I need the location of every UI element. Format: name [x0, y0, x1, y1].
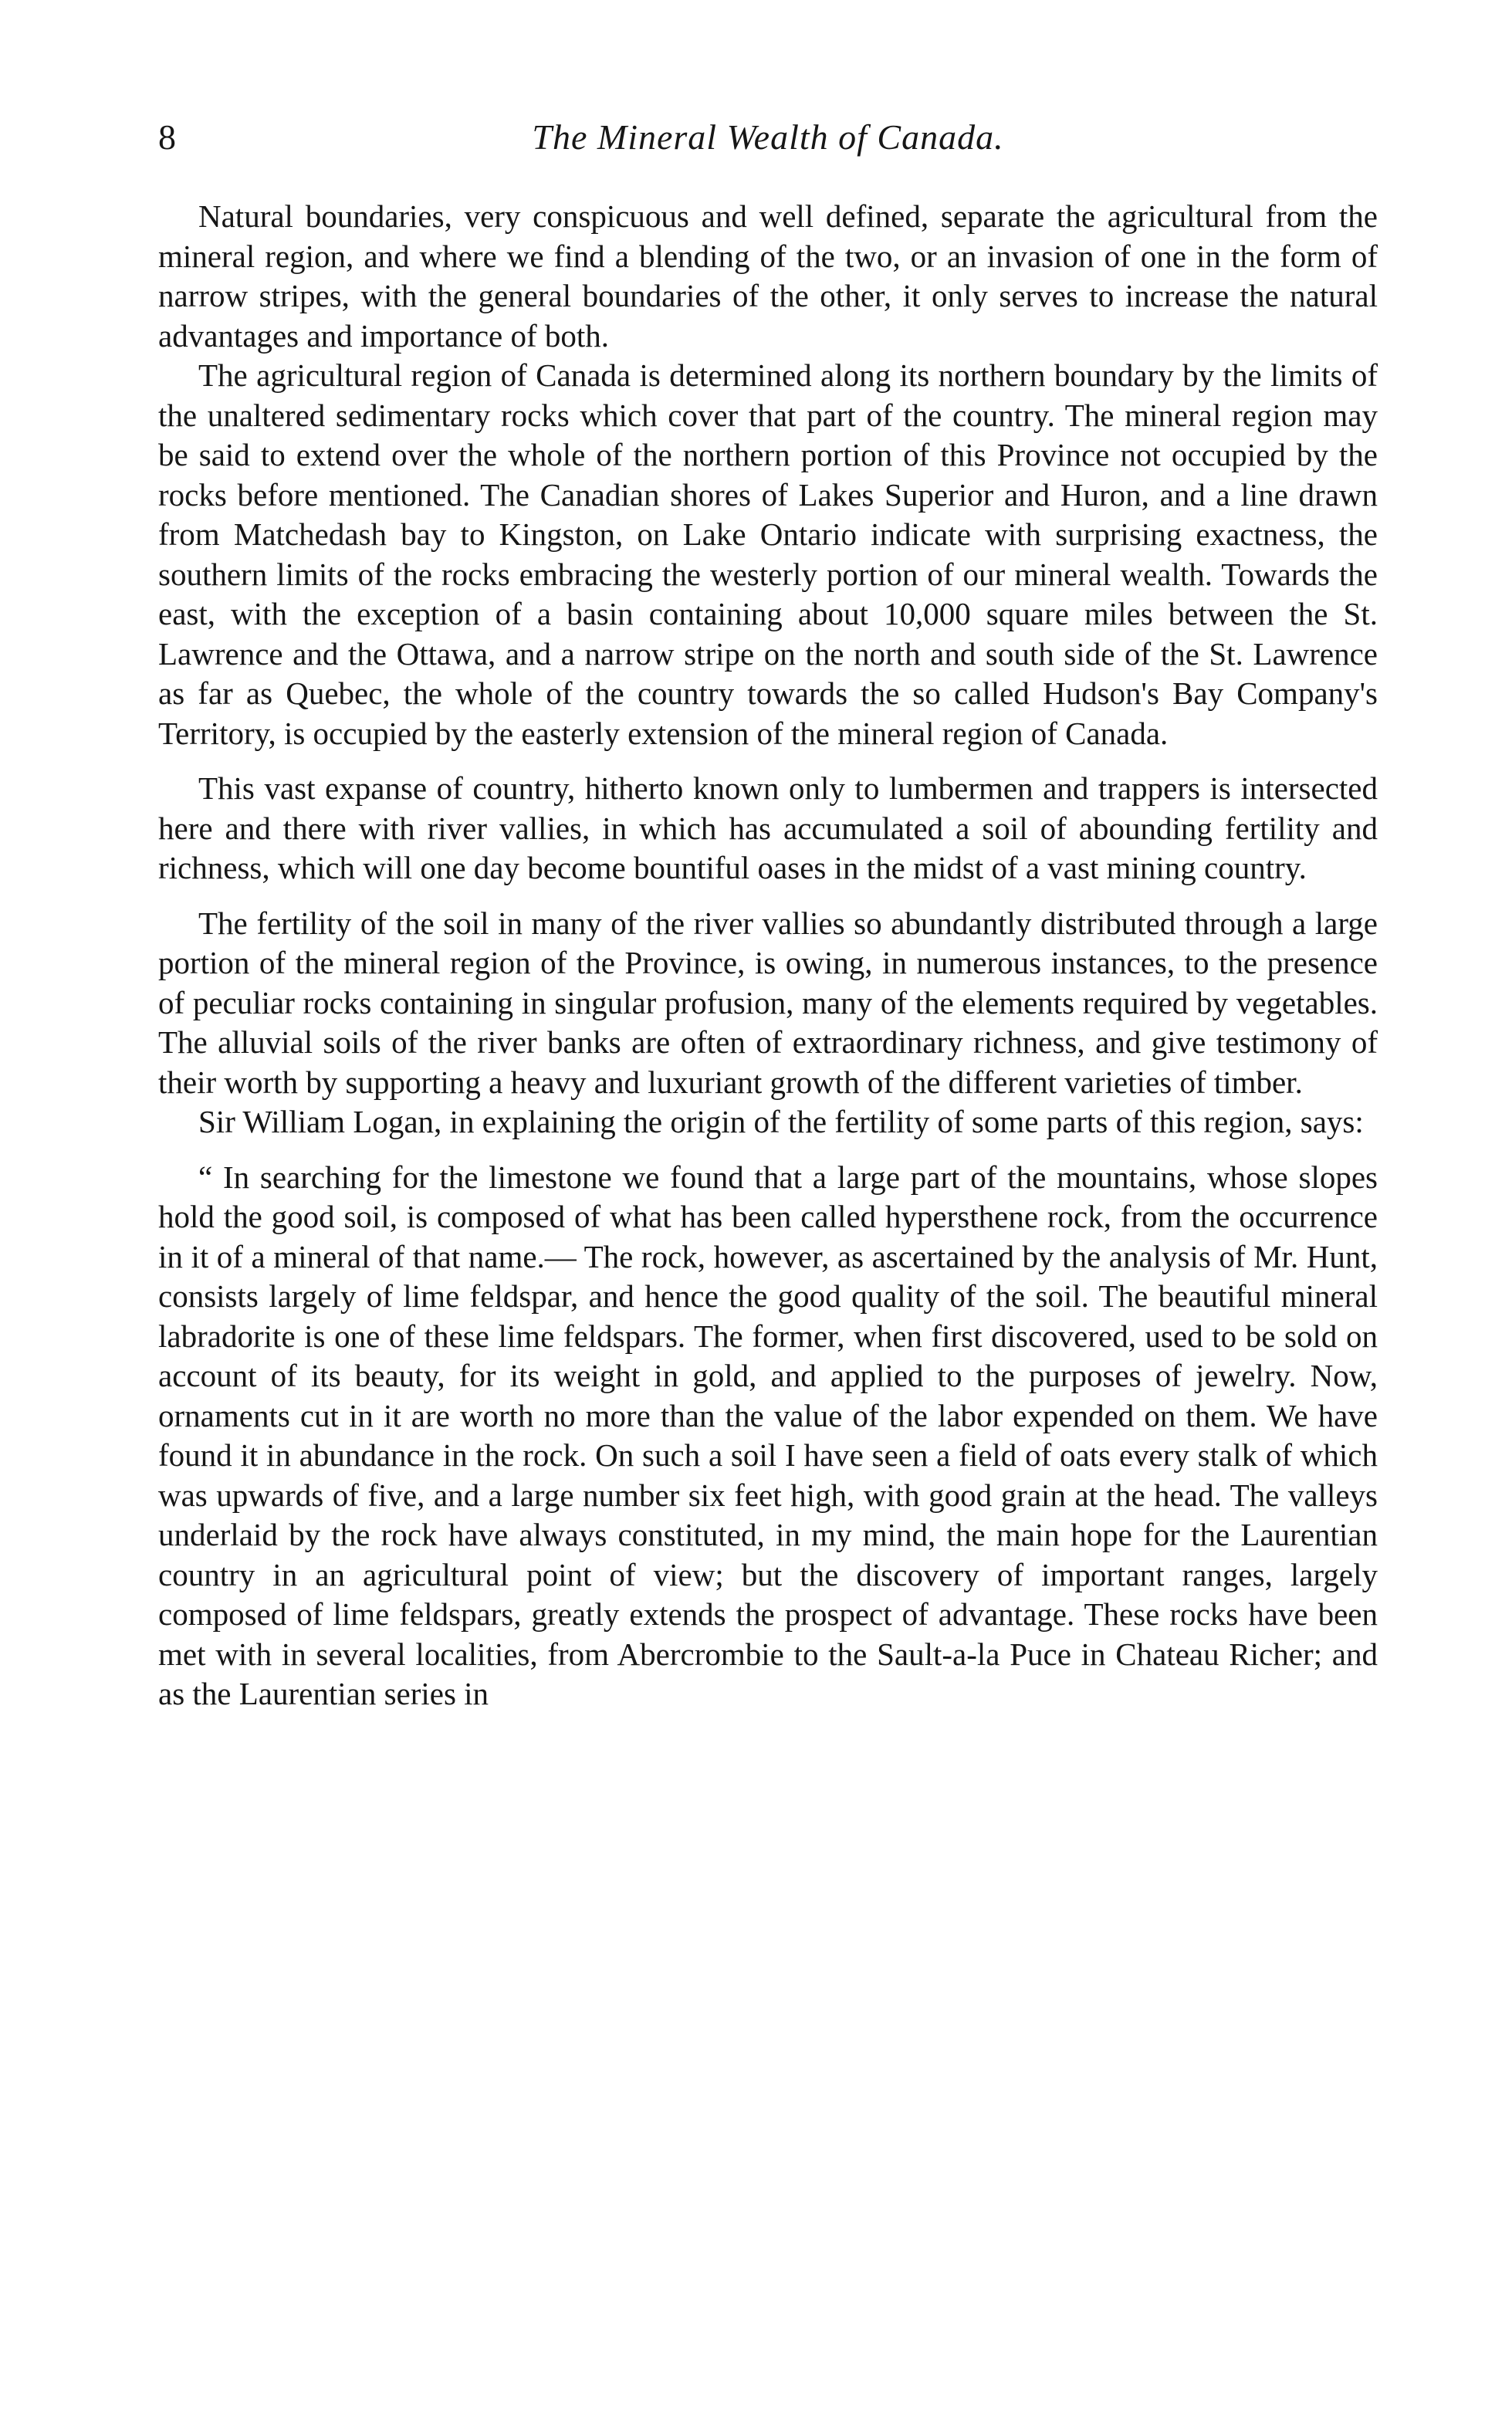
body-text: [158, 197, 1378, 1714]
paragraph-boundaries: Natural boundaries, very conspicuous and well defined, separate the agricultural from the mineral region, and where we find a blending of the two, or an invasion of one in the form of narrow stripes, with the general boundaries of the other, it only serves to increase the natural advantages and importance of both.: [158, 198, 1378, 354]
page-header: [158, 114, 1378, 176]
paragraph-logan-intro: Sir William Logan, in explaining the origin of the fertility of some parts of this region, says:: [198, 1104, 1364, 1139]
paragraph-logan-quote: “ In searching for the limestone we found that a large part of the mountains, whose slopes hold the good soil, is composed of what has been called hypersthene rock, from the occurrence in it of a mineral of that name.— The rock, however, as ascertained by the analysis of Mr. Hunt, consists largely of lime feldspar, and hence the good quality of the soil. The beautiful mineral labradorite is one of these lime feldspars. The former, when first discovered, used to be sold on account of its beauty, for its weight in gold, and applied to the purposes of jewelry. Now, ornaments cut in it are worth no more than the value of the labor expended on them. We have found it in abundance in the rock. On such a soil I have seen a field of oats every stalk of which was upwards of five, and a large number six feet high, with good grain at the head. The valleys underlaid by the rock have always constituted, in my mind, the main hope for the Laurentian country in an agricultural point of view; but the discovery of important ranges, largely composed of lime feldspars, greatly extends the prospect of advantage. These rocks have been met with in several localities, from Abercrombie to the Sault-a-la Puce in Chateau Richer; and as the Laurentian series in: [158, 1159, 1378, 1711]
page-number: 8: [158, 117, 176, 157]
paragraph-fertility: The fertility of the soil in many of the river vallies so abundantly distributed through a large portion of the mineral region of the Province, is owing, in numerous instances, to the presence of peculiar rocks containing in singular profusion, many of the elements required by vegetables. The alluvial soils of the river banks are often of extraordinary richness, and give testimony of their worth by supporting a heavy and luxuriant growth of the different varieties of timber.: [158, 905, 1378, 1100]
paragraph-vast-expanse: This vast expanse of country, hitherto known only to lumbermen and trappers is intersected here and there with river vallies, in which has accumulated a soil of abounding fertility and richness, which will one day become bountiful oases in the midst of a vast mining country.: [158, 770, 1378, 885]
paragraph-agricultural-region: The agricultural region of Canada is determined along its northern boundary by the limits of the unaltered sedimentary rocks which cover that part of the country. The mineral region may be said to extend over the whole of the northern portion of this Province not occupied by the rocks before mentioned. The Canadian shores of Lakes Superior and Huron, and a line drawn from Matchedash bay to Kingston, on Lake Ontario indicate with surprising exactness, the southern limits of the rocks embracing the westerly portion of our mineral wealth. Towards the east, with the exception of a basin containing about 10,000 square miles between the St. Lawrence and the Ottawa, and a narrow stripe on the north and south side of the St. Lawrence as far as Quebec, the whole of the country towards the so called Hudson's Bay Company's Territory, is occupied by the easterly extension of the mineral region of Canada.: [158, 357, 1378, 751]
running-title: The Mineral Wealth of Canada.: [532, 117, 1004, 157]
